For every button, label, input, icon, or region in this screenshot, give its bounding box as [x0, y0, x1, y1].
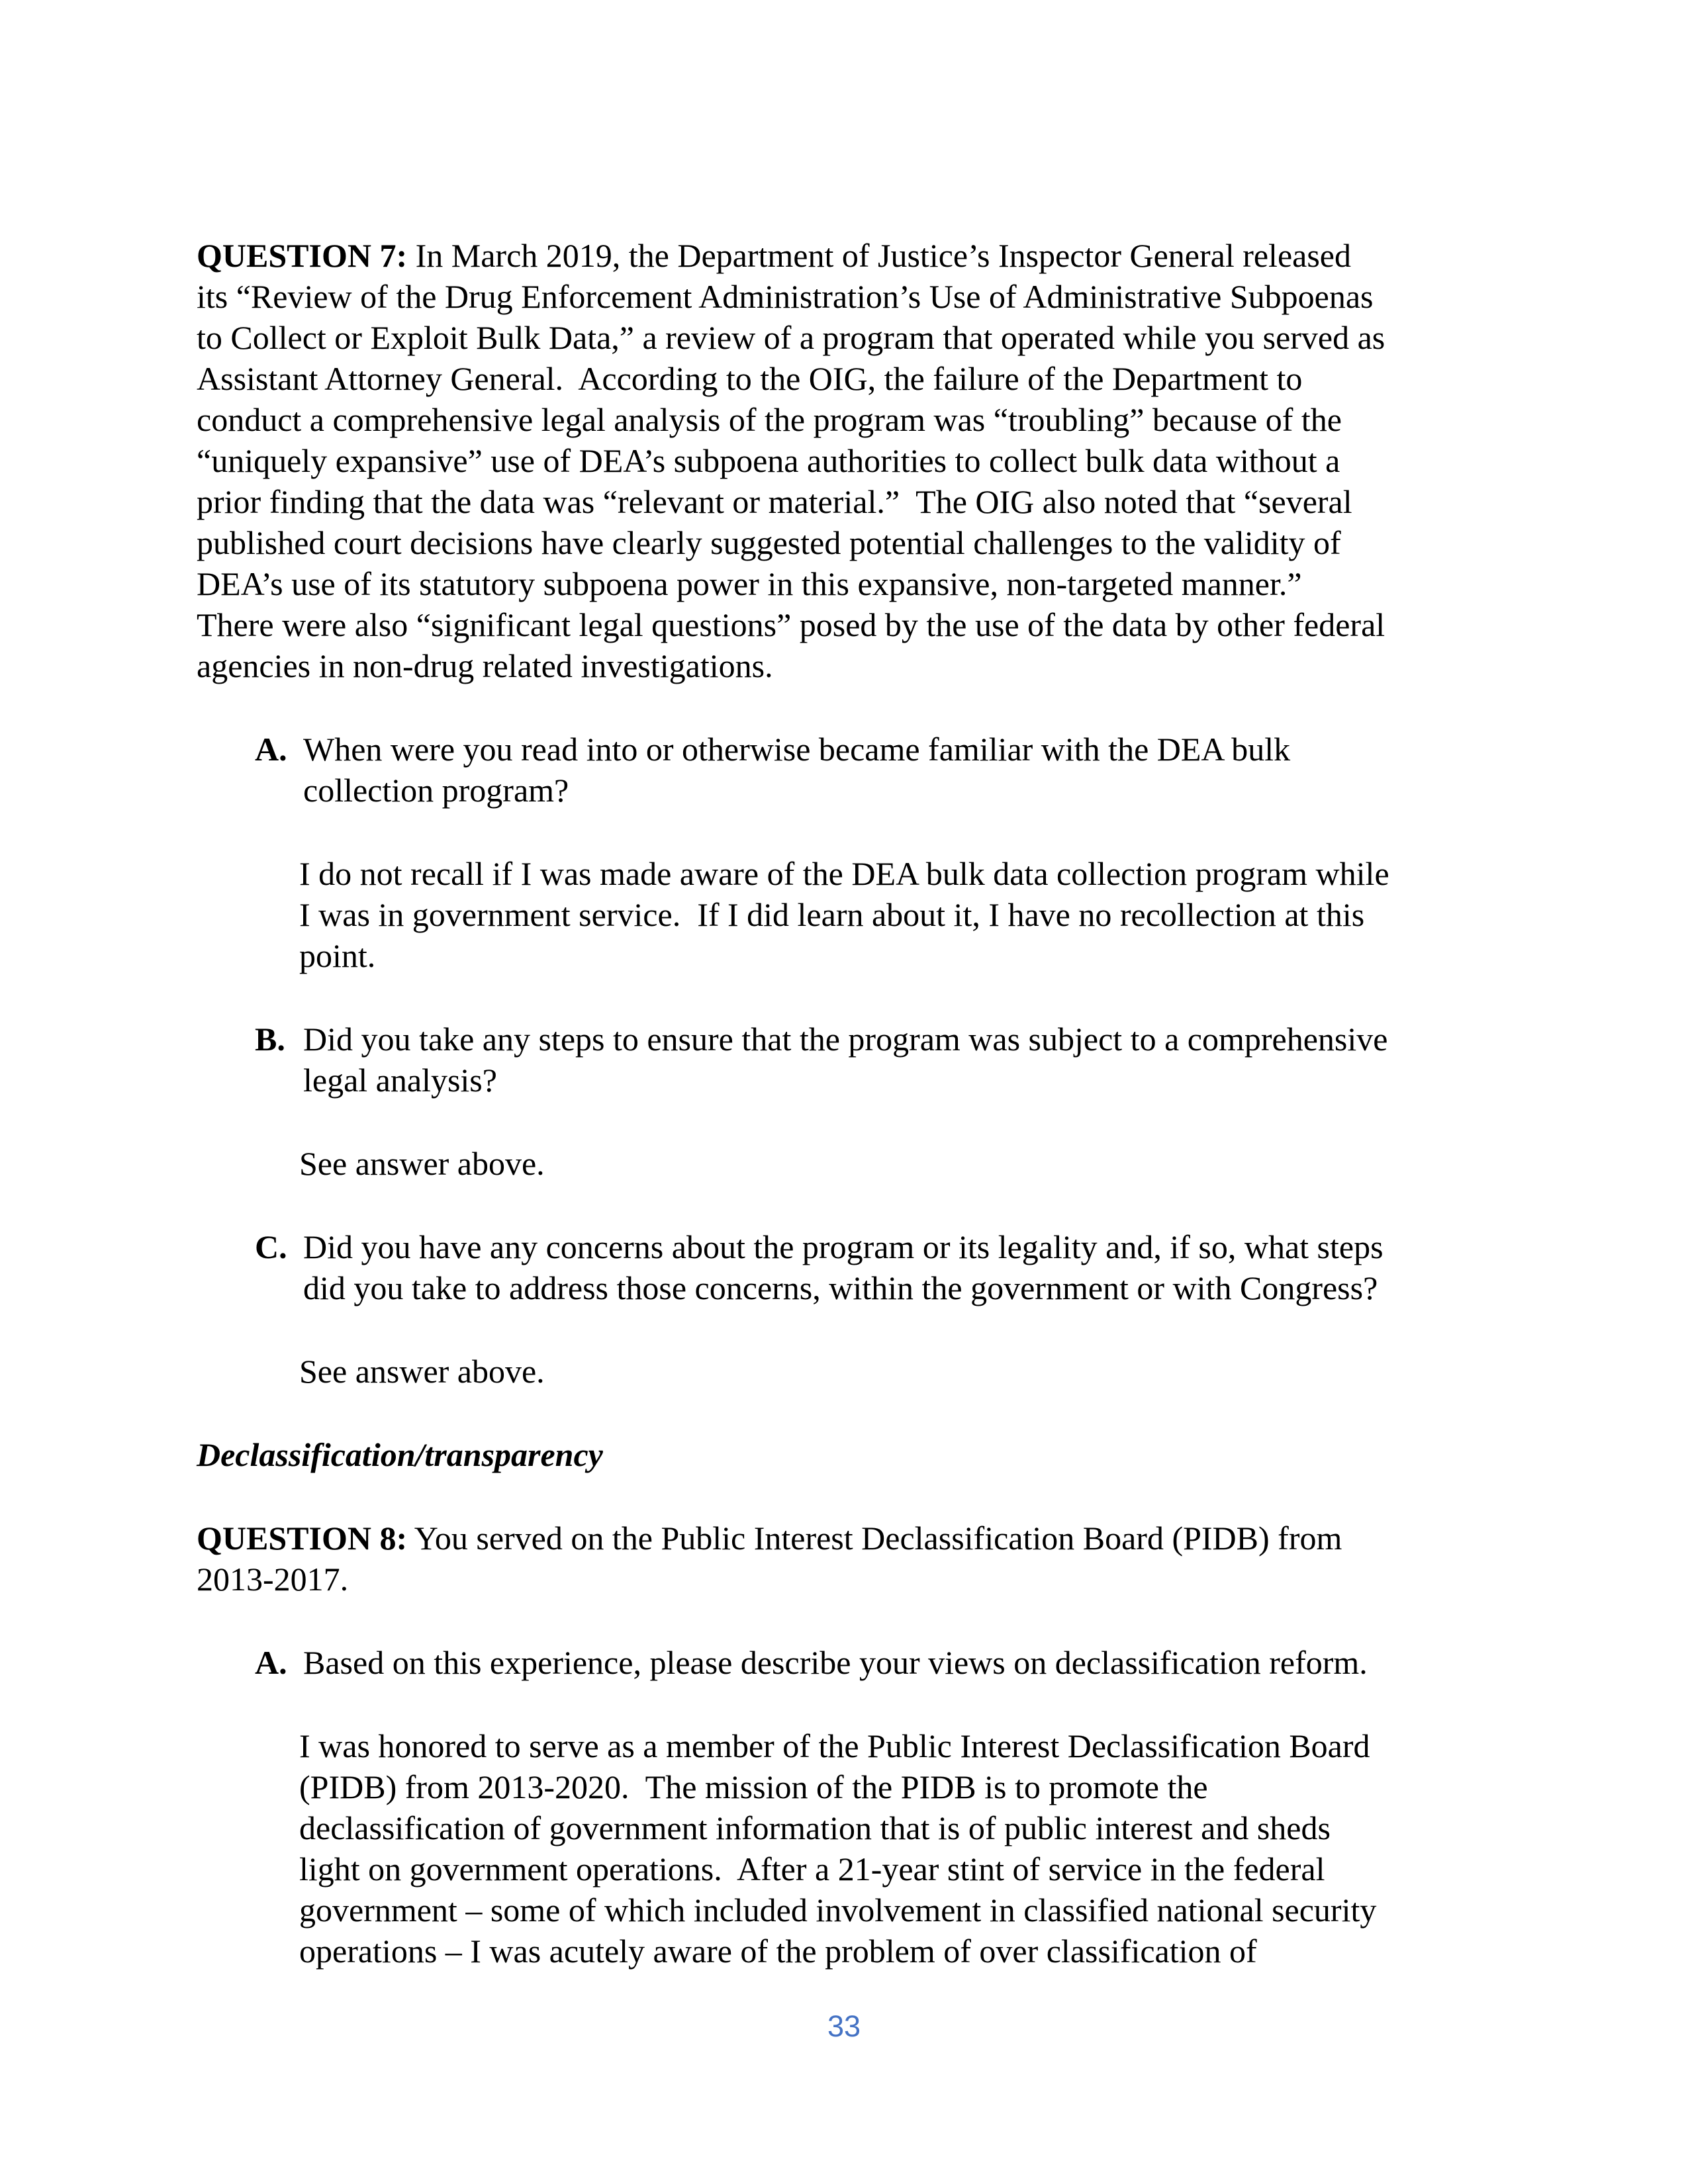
- list-marker: A.: [255, 731, 287, 768]
- text-line: See answer above.: [299, 1145, 545, 1182]
- list-item: [197, 1642, 1514, 1683]
- text-line: to Collect or Exploit Bulk Data,” a review of a program that operated while you served as: [197, 319, 1385, 356]
- text-line: collection program?: [303, 772, 569, 809]
- text-line: 2013-2017.: [197, 1561, 349, 1598]
- text-line: prior finding that the data was “relevant or material.” The OIG also noted that “several: [197, 483, 1352, 520]
- text-line: “uniquely expansive” use of DEA’s subpoena authorities to collect bulk data without a: [197, 442, 1340, 479]
- text-line: declassification of government information that is of public interest and sheds: [299, 1809, 1331, 1846]
- heading-block: [197, 1434, 1514, 1475]
- text-line: published court decisions have clearly suggested potential challenges to the validity of: [197, 524, 1341, 561]
- text-line: There were also “significant legal questions” posed by the use of the data by other federal: [197, 606, 1385, 643]
- text-line: See answer above.: [299, 1353, 545, 1390]
- text-line: government – some of which included involvement in classified national security: [299, 1891, 1377, 1929]
- text-line: Based on this experience, please describe your views on declassification reform.: [303, 1644, 1368, 1681]
- text-line: point.: [299, 937, 376, 974]
- list-marker: B.: [255, 1021, 285, 1058]
- text-line: QUESTION 7: In March 2019, the Department of Justice’s Inspector General released: [197, 237, 1351, 274]
- text-line: did you take to address those concerns, within the government or with Congress?: [303, 1269, 1378, 1306]
- text-line: I was honored to serve as a member of the Public Interest Declassification Board: [299, 1727, 1370, 1764]
- paragraph-block: [197, 235, 1514, 686]
- question-label: QUESTION 7:: [197, 237, 408, 274]
- text-line: I was in government service. If I did learn about it, I have no recollection at this: [299, 896, 1365, 933]
- list-marker: A.: [255, 1644, 287, 1681]
- text-line: legal analysis?: [303, 1062, 497, 1099]
- answer-block: [299, 853, 1514, 976]
- document-content: [197, 235, 1514, 1972]
- text-line: (PIDB) from 2013-2020. The mission of the PIDB is to promote the: [299, 1768, 1208, 1805]
- text-line: Did you take any steps to ensure that the program was subject to a comprehensive: [303, 1021, 1388, 1058]
- list-marker: C.: [255, 1228, 287, 1265]
- list-item: [197, 1226, 1514, 1308]
- text-line: Declassification/transparency: [197, 1436, 603, 1473]
- answer-block: [299, 1143, 1514, 1184]
- text-line: Did you have any concerns about the program or its legality and, if so, what steps: [303, 1228, 1383, 1265]
- list-item: [197, 729, 1514, 811]
- text-line: QUESTION 8: You served on the Public Interest Declassification Board (PIDB) from: [197, 1520, 1342, 1557]
- text-line: I do not recall if I was made aware of the DEA bulk data collection program while: [299, 855, 1389, 892]
- text-line: agencies in non-drug related investigations.: [197, 647, 773, 684]
- text-line: DEA’s use of its statutory subpoena power in this expansive, non-targeted manner.”: [197, 565, 1302, 602]
- page-number: 33: [827, 2009, 861, 2043]
- answer-block: [299, 1351, 1514, 1392]
- text-line: conduct a comprehensive legal analysis of the program was “troubling” because of the: [197, 401, 1342, 438]
- answer-block: [299, 1725, 1514, 1972]
- text-line: operations – I was acutely aware of the problem of over classification of: [299, 1933, 1257, 1970]
- text-line: Assistant Attorney General. According to the OIG, the failure of the Department to: [197, 360, 1303, 397]
- paragraph-block: [197, 1518, 1514, 1600]
- list-item: [197, 1019, 1514, 1101]
- text-line: light on government operations. After a 21-year stint of service in the federal: [299, 1850, 1325, 1888]
- text-line: When were you read into or otherwise became familiar with the DEA bulk: [303, 731, 1291, 768]
- question-label: QUESTION 8:: [197, 1520, 408, 1557]
- text-line: its “Review of the Drug Enforcement Administration’s Use of Administrative Subpoenas: [197, 278, 1374, 315]
